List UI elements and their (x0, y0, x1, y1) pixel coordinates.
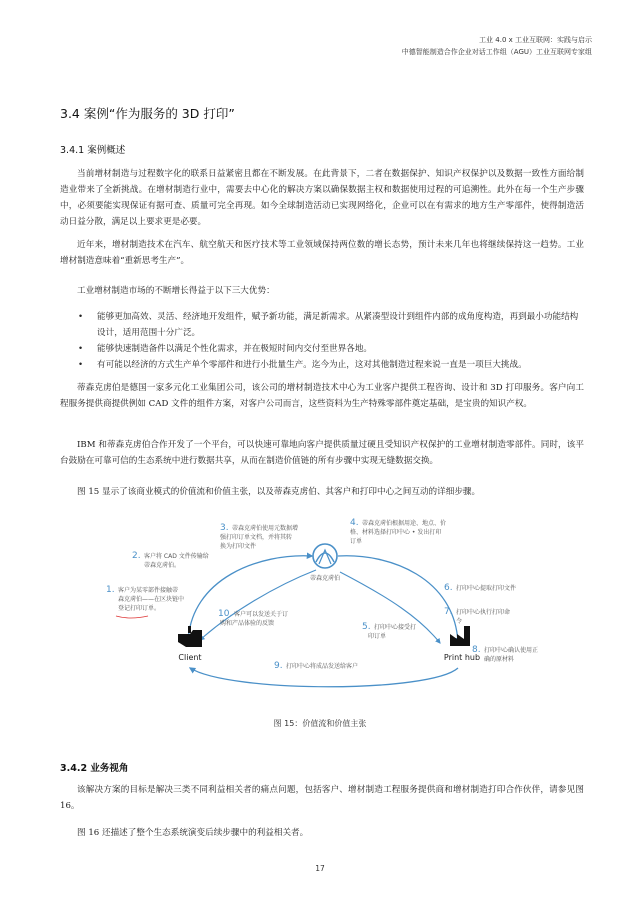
svg-text:客户将 CAD 文件传输给: 客户将 CAD 文件传输给 (144, 553, 209, 560)
step-1 (106, 585, 184, 618)
svg-text:森克虏伯——在区块链中: 森克虏伯——在区块链中 (118, 596, 185, 603)
step-7 (444, 607, 510, 625)
arrow-client-to-center (188, 556, 312, 643)
svg-text:2.: 2. (132, 551, 141, 561)
arrow-center-to-printhub-inner (340, 572, 440, 643)
client-label: Client (178, 653, 202, 662)
subsection-title-business: 3.4.2 业务视角 (60, 763, 129, 774)
arrow-center-to-client (200, 570, 316, 640)
header-line-1: 工业 4.0 x 工业互联网：实践与启示 (479, 36, 592, 44)
svg-text:令: 令 (456, 618, 463, 625)
paragraph-4: 蒂森克虏伯是德国一家多元化工业集团公司，该公司的增材制造技术中心为工业客户提供工程咨询、设计和 3D 打印服务。客户向工程服务提供商提供例如 CAD 文件的组件方案，对客户公司而言，这些资料为生产特殊零部件奠定基础，是宝贵的知识产权。 (60, 383, 584, 409)
paragraph-8: 图 16 还描述了整个生态系统演变后续步骤中的利益相关者。 (77, 828, 309, 838)
svg-text:5.: 5. (362, 622, 371, 632)
arrow-printhub-to-client (190, 668, 458, 687)
paragraph-5: IBM 和蒂森克虏伯合作开发了一个平台，可以快速可靠地向客户提供质量过硬且受知识产权保护的工业增材制造零部件。同时，该平台鼓励在可靠可信的生态系统中进行数据共享，从而在制造价值链的所有步骤中实现无缝数据交换。 (60, 440, 584, 466)
svg-text:蒂森克虏伯。: 蒂森克虏伯。 (144, 562, 181, 569)
figure-caption: 图 15：价值流和价值主张 (273, 719, 367, 728)
svg-text:格、材料选择打印中心 • 发出打印: 格、材料选择打印中心 • 发出打印 (350, 529, 442, 536)
svg-text:打印中心提取打印文件: 打印中心提取打印文件 (456, 585, 517, 592)
svg-text:打印中心执行打印命: 打印中心执行打印命 (456, 609, 511, 616)
thyssenkrupp-logo-icon (313, 544, 337, 568)
print-hub-factory-icon (450, 626, 470, 646)
header-line-2: 中德智能制造合作企业对话工作组（AGU）工业互联网专家组 (401, 48, 592, 56)
svg-text:换为打印文件: 换为打印文件 (220, 543, 257, 550)
paragraph-3: 工业增材制造市场的不断增长得益于以下三大优势： (77, 286, 275, 296)
print-hub-label: Print hub (443, 653, 481, 662)
svg-text:客户为某零部件接触蒂: 客户为某零部件接触蒂 (118, 587, 179, 594)
page-number: 17 (315, 864, 325, 873)
list-item: • 有可能以经济的方式生产单个零部件和进行小批量生产。迄今为止，这对其他制造过程来说一直是一项巨大挑战。 (78, 357, 584, 373)
svg-text:蒂森克虏伯使用元数据增: 蒂森克虏伯使用元数据增 (232, 525, 299, 532)
svg-text:1.: 1. (106, 585, 115, 595)
svg-text:强打印订单文档，并将其转: 强打印订单文档，并将其转 (220, 534, 293, 541)
paragraph-1: 当前增材制造与过程数字化的联系日益紧密且都在不断发展。在此背景下，二者在数据保护、知识产权保护以及数据一致性方面给制造业带来了全新挑战。在增材制造行业中，需要去中心化的解决方案以确保数据主权和数据使用过程的可追溯性。此外在每一个生产步骤中，必须要能实现保证有据可查、质量可完全再现。如今全球制造活动已实现网络化，企业可以在有需求的地方生产零部件，使得制造活动日益分散，满足以上要求更是必要。 (60, 169, 584, 227)
svg-text:3.: 3. (220, 523, 229, 533)
svg-text:4.: 4. (350, 518, 359, 528)
step-10 (218, 609, 288, 627)
list-item: • 能够更加高效、灵活、经济地开发组件，赋予新功能，满足新需求。从紧凑型设计到组件内部的成角度构造，再到最小功能结构设计，适用范围十分广泛。 (78, 309, 584, 341)
list-item: • 能够快速制造备件以满足个性化需求，并在极短时间内交付至世界各地。 (78, 341, 584, 357)
svg-text:10.: 10. (218, 609, 233, 619)
running-header (402, 34, 592, 58)
svg-text:8.: 8. (472, 645, 481, 655)
advantages-list (78, 309, 584, 373)
section-title: 3.4 案例“作为服务的 3D 打印” (60, 106, 235, 121)
svg-text:打印中心将成品发送给客户: 打印中心将成品发送给客户 (286, 663, 359, 670)
step-6 (444, 583, 516, 593)
svg-text:打印中心接受打: 打印中心接受打 (374, 624, 417, 631)
step-8 (472, 645, 538, 663)
svg-text:印订单: 印订单 (368, 633, 387, 640)
center-label: 蒂森克虏伯 (309, 575, 341, 582)
step-3 (220, 523, 298, 550)
svg-text:订单: 订单 (350, 538, 363, 545)
step-2 (132, 551, 209, 569)
svg-text:登记打印订单。: 登记打印订单。 (118, 605, 161, 612)
value-stream-diagram (90, 508, 560, 708)
svg-text:客户可以发送关于订: 客户可以发送关于订 (234, 611, 289, 618)
svg-text:6.: 6. (444, 583, 453, 593)
paragraph-6: 图 15 显示了该商业模式的价值流和价值主张，以及蒂森克虏伯、其客户和打印中心之间互动的详细步骤。 (77, 487, 481, 497)
step-5 (362, 622, 416, 640)
svg-text:9.: 9. (274, 661, 283, 671)
subsection-title-overview: 3.4.1 案例概述 (60, 145, 126, 156)
step-4 (350, 518, 446, 545)
client-hand-icon (178, 626, 202, 647)
step-9 (274, 661, 358, 671)
svg-text:7.: 7. (444, 607, 453, 617)
svg-text:购和产品体验的反馈: 购和产品体验的反馈 (220, 620, 275, 627)
svg-text:打印中心确认使用正: 打印中心确认使用正 (484, 647, 539, 654)
paragraph-7: 该解决方案的目标是解决三类不同利益相关者的痛点问题，包括客户、增材制造工程服务提供商和增材制造打印合作伙伴，请参见图 16。 (60, 785, 584, 811)
svg-text:确的原材料: 确的原材料 (484, 656, 515, 663)
svg-text:蒂森克虏伯根据用途、地点、价: 蒂森克虏伯根据用途、地点、价 (362, 520, 447, 527)
paragraph-2: 近年来，增材制造技术在汽车、航空航天和医疗技术等工业领域保持两位数的增长态势，预计未来几年也将继续保持这一趋势。工业增材制造意味着“重新思考生产”。 (60, 240, 584, 266)
